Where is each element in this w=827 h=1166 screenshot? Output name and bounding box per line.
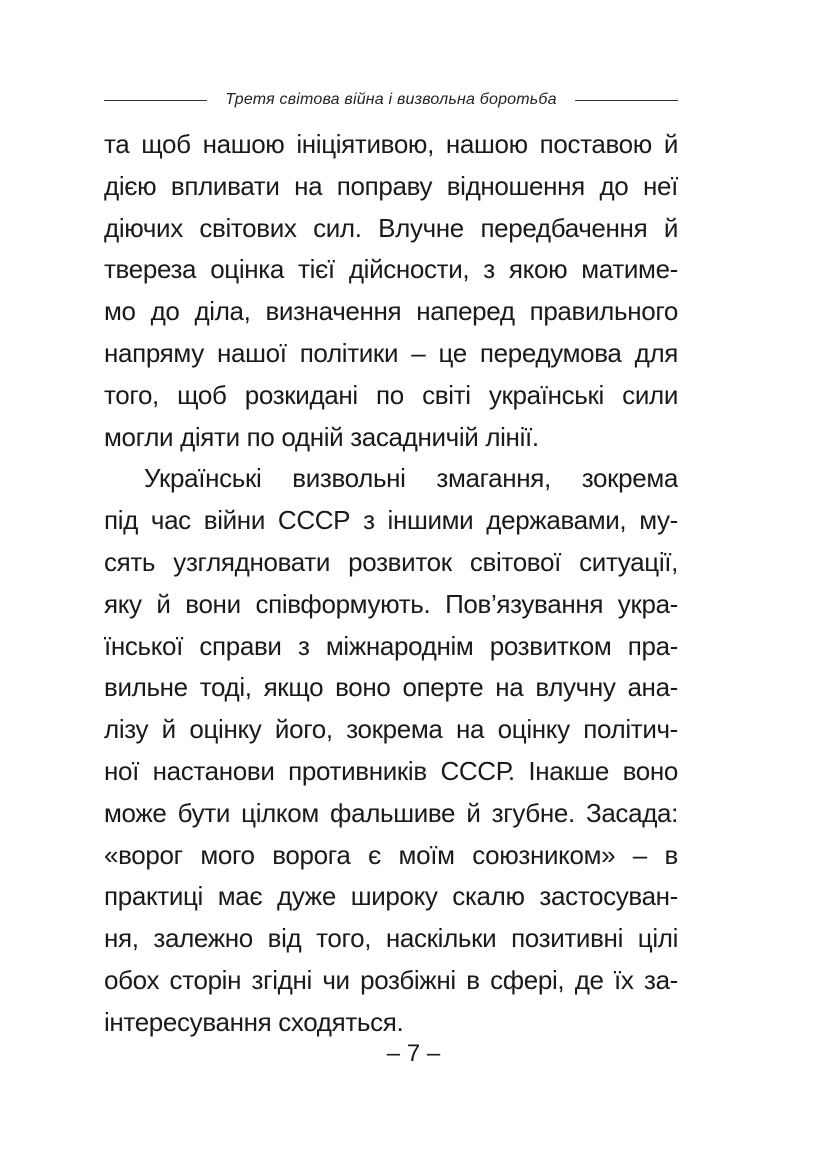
text-line: дією впливати на поправу відношення до неї [104,170,678,201]
page-number: – 7 – [386,1040,441,1067]
header-rule-left [104,100,207,101]
text-line: твереза оцінка тієї дійсности, з якою матиме- [104,254,678,285]
paragraph [104,458,678,1043]
running-header [104,88,678,112]
text-line: ної настанови противників СССР. Інакше воно [104,755,678,786]
text-line: практиці має дуже широку скалю застосуван- [104,881,678,912]
text-line: яку й вони співформують. Пов’язування укра- [104,588,678,619]
text-line: обох сторін згідні чи розбіжні в сфері, де їх за- [104,964,678,995]
text-line: лізу й оцінку його, зокрема на оцінку політич- [104,714,678,745]
text-line: їнської справи з міжнароднім розвитком пра- [104,630,678,661]
text-line: діючих світових сил. Влучне передбачення й [104,212,678,243]
text-line: сять узглядновати розвиток світової ситуації, [104,546,678,577]
text-line: мо до діла, визначення наперед правильного [104,296,678,327]
text-line: того, щоб розкидані по світі українські сили [104,379,678,410]
text-line: ня, залежно від того, наскільки позитивні цілі [104,923,678,954]
text-line: вильне тоді, якщо воно оперте на влучну ана- [104,672,678,703]
text-line: Українські визвольні змагання, зокрема [144,463,678,494]
text-line: «ворог мого ворога є моїм союзником» – в [104,839,678,870]
running-header-title: Третя світова війна і визвольна боротьба [225,91,557,108]
text-line: та щоб нашою ініціятивою, нашою поставою й [104,129,678,159]
text-line: може бути цілком фальшиве й згубне. Засада: [104,797,678,828]
text-line: могли діяти по одній засадничій лінії. [104,421,539,452]
text-line: під час війни СССР з іншими державами, му- [104,505,678,536]
text-line: напряму нашої політики – це передумова для [104,337,678,368]
paragraph [104,124,678,458]
header-rule-right [575,100,678,101]
text-line: інтересування сходяться. [104,1006,404,1037]
body-text [104,124,678,1044]
